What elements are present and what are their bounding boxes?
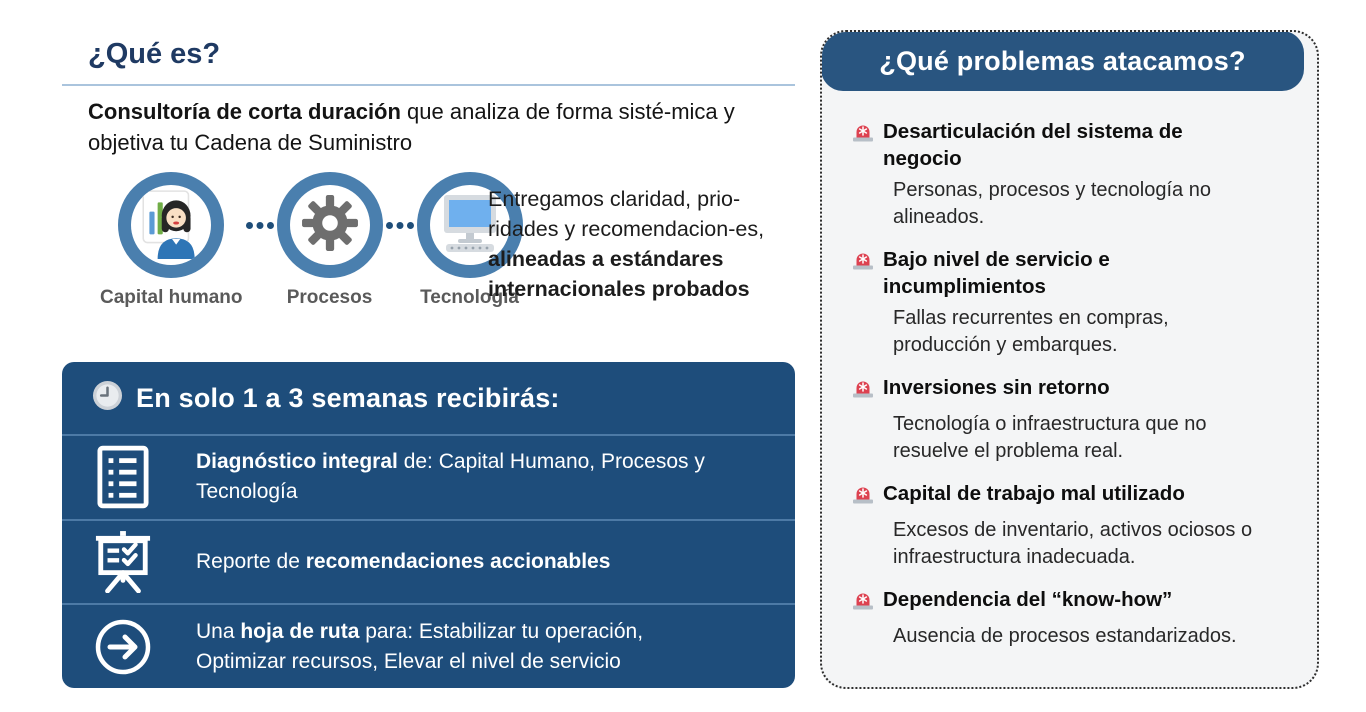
- dotted-connector: [386, 222, 414, 229]
- siren-icon: [852, 589, 874, 618]
- timeline-title: En solo 1 a 3 semanas recibirás:: [136, 382, 560, 413]
- pillar-label: Procesos: [286, 287, 373, 308]
- delivery-normal: Entregamos claridad, prio-ridades y recomendacion-es,: [488, 187, 765, 241]
- problem-item: [852, 118, 1291, 231]
- dotted-connector: [246, 222, 274, 229]
- timeline-item-text: Reporte de recomendaciones accionables: [196, 550, 611, 573]
- problem-title: Capital de trabajo mal utilizado: [883, 482, 1185, 505]
- problem-desc: Personas, procesos y tecnología no alineados.: [893, 179, 1211, 228]
- timeline-item-text: Una hoja de ruta para: Estabilizar tu operación, Optimizar recursos, Elevar el nivel de servicio: [196, 619, 644, 673]
- pillar-circle: [277, 172, 383, 278]
- delivery-bold: alineadas a estándares internacionales probados: [488, 247, 750, 301]
- pillar-capital-humano: [100, 172, 243, 309]
- problem-item: [852, 480, 1291, 571]
- timeline-box: [62, 362, 795, 688]
- presentation-board-icon: [92, 531, 154, 593]
- timeline-item-text: Diagnóstico integral de: Capital Humano, Procesos y Tecnología: [196, 450, 705, 504]
- problem-desc: Fallas recurrentes en compras, producción y embarques.: [893, 307, 1169, 356]
- pillar-procesos: [277, 172, 383, 309]
- problem-desc: Ausencia de procesos estandarizados.: [893, 625, 1237, 647]
- section-title-que-es: ¿Qué es?: [88, 38, 221, 70]
- intro-bold: Consultoría de corta duración: [88, 99, 401, 124]
- problem-title: Desarticulación del sistema de negocio: [883, 120, 1183, 170]
- problem-item: [852, 586, 1291, 650]
- person-chart-icon: [137, 187, 205, 264]
- problems-card: [820, 30, 1319, 689]
- delivery-text: [488, 184, 806, 304]
- problem-desc: Tecnología o infraestructura que no resuelve el problema real.: [893, 413, 1207, 462]
- siren-icon: [852, 377, 874, 406]
- siren-icon: [852, 121, 874, 150]
- siren-icon: [852, 249, 874, 278]
- checklist-icon: [92, 445, 154, 509]
- problems-list: [822, 91, 1317, 650]
- pillar-label: Capital humano: [100, 287, 243, 308]
- problem-item: [852, 374, 1291, 465]
- siren-icon: [852, 483, 874, 512]
- pillars-row: [100, 172, 523, 309]
- timeline-item-reporte: [62, 519, 795, 604]
- clock-icon: [92, 380, 123, 416]
- timeline-item-hoja-de-ruta: [62, 603, 795, 688]
- problem-title: Inversiones sin retorno: [883, 376, 1110, 399]
- intro-rest: que analiza de forma sisté-mica y objetiva tu Cadena de Suministro: [88, 99, 735, 155]
- arrow-circle-icon: [92, 618, 154, 676]
- problem-item: [852, 246, 1291, 359]
- problems-card-header: [821, 31, 1304, 91]
- problem-title: Dependencia del “know-how”: [883, 588, 1173, 611]
- pillar-circle: [118, 172, 224, 278]
- timeline-item-diagnostico: [62, 434, 795, 519]
- timeline-header: [62, 362, 795, 434]
- problem-title: Bajo nivel de servicio e incumplimientos: [883, 248, 1110, 298]
- title-divider: [62, 84, 795, 86]
- intro-text: [88, 96, 783, 158]
- pillar-label: Tecnología: [420, 287, 519, 308]
- gear-icon: [301, 194, 359, 257]
- problems-card-title: ¿Qué problemas atacamos?: [879, 45, 1246, 76]
- problem-desc: Excesos de inventario, activos ociosos o infraestructura inadecuada.: [893, 519, 1253, 568]
